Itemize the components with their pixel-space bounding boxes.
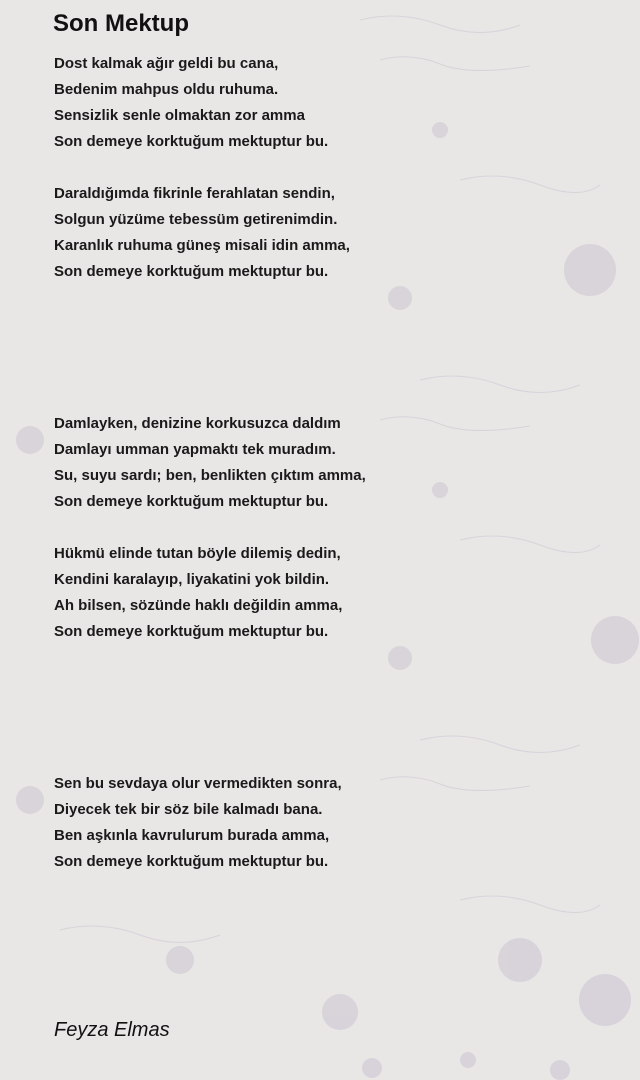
poem-line: Sen bu sevdaya olur vermedikten sonra,	[54, 775, 342, 792]
poem-line: Son demeye korktuğum mektuptur bu.	[54, 493, 329, 510]
poem-line: Bedenim mahpus oldu ruhuma.	[54, 81, 279, 98]
poem-line: Solgun yüzüme tebessüm getirenimdin.	[54, 211, 338, 228]
poem-line: Damlayken, denizine korkusuzca daldım	[54, 415, 341, 432]
poem-line: Sensizlik senle olmaktan zor amma	[54, 107, 305, 124]
poem-line: Kendini karalayıp, liyakatini yok bildin.	[54, 571, 330, 588]
poem-line: Dost kalmak ağır geldi bu cana,	[54, 55, 279, 72]
poem-line: Ben aşkınla kavrulurum burada amma,	[54, 827, 330, 844]
stanza-4	[54, 541, 342, 645]
poem-line: Son demeye korktuğum mektuptur bu.	[54, 133, 329, 150]
poem-line: Son demeye korktuğum mektuptur bu.	[54, 623, 329, 640]
poem-title: Son Mektup	[53, 10, 189, 37]
poem-line: Daraldığımda fikrinle ferahlatan sendin,	[54, 185, 335, 202]
poem-line: Son demeye korktuğum mektuptur bu.	[54, 263, 329, 280]
poem-line: Su, suyu sardı; ben, benlikten çıktım amma,	[54, 467, 366, 484]
stanza-1	[54, 51, 328, 155]
stanza-2	[54, 181, 350, 285]
poem-line: Karanlık ruhuma güneş misali idin amma,	[54, 237, 350, 254]
poem-line: Diyecek tek bir söz bile kalmadı bana.	[54, 801, 323, 818]
stanza-5	[54, 771, 342, 875]
poem-line: Damlayı umman yapmaktı tek muradım.	[54, 441, 336, 458]
poem-line: Son demeye korktuğum mektuptur bu.	[54, 853, 329, 870]
stanza-3	[54, 411, 366, 515]
poem-line: Ah bilsen, sözünde haklı değildin amma,	[54, 597, 343, 614]
poem-line: Hükmü elinde tutan böyle dilemiş dedin,	[54, 545, 341, 562]
poem-author: Feyza Elmas	[54, 1019, 170, 1041]
